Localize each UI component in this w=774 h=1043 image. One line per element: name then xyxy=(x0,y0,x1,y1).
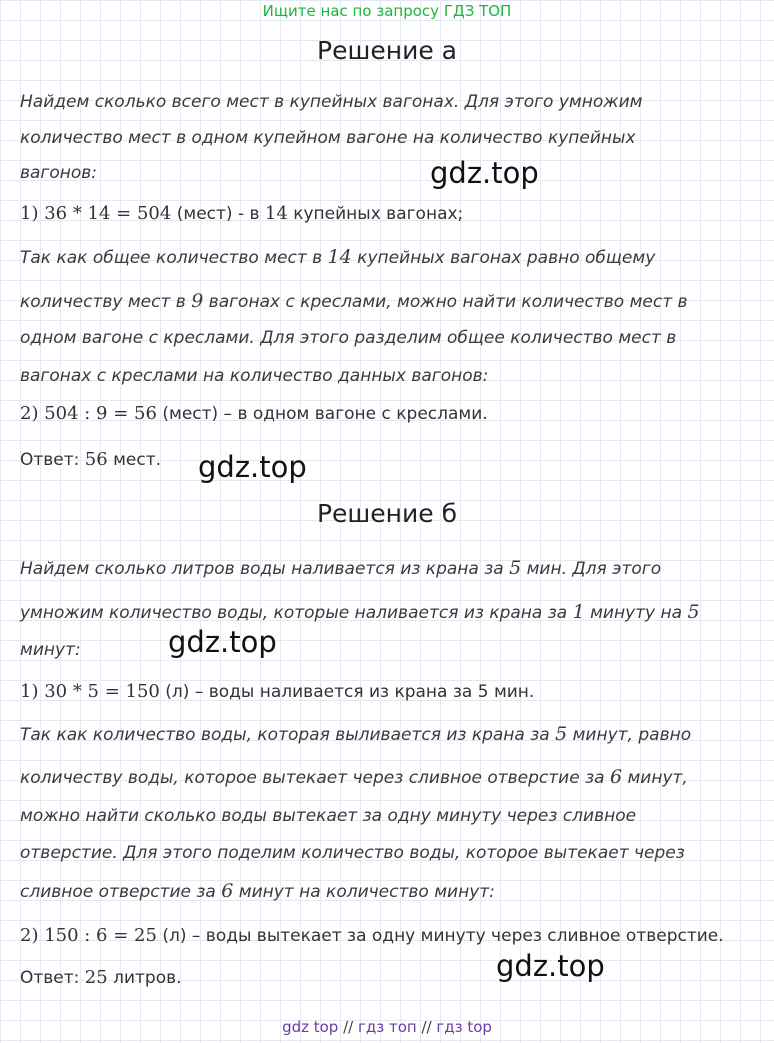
a-step2: 2) 504 : 9 = 56 (мест) – в одном вагоне с креслами. xyxy=(20,403,488,424)
a-para2-line1: Так как общее количество мест в 14 купейных вагонах равно общему xyxy=(20,246,656,268)
b-step2-expr: 2) 150 : 6 = 25 xyxy=(20,925,157,946)
b-line1: Найдем сколько литров воды наливается из крана за 5 мин. Для этого xyxy=(20,557,662,579)
a-answer: Ответ: 56 мест. xyxy=(20,449,162,470)
b-step1-expr: 1) 30 * 5 = 150 xyxy=(20,681,160,702)
footer-separator: // xyxy=(416,1018,437,1036)
a-step2-expr: 2) 504 : 9 = 56 xyxy=(20,403,157,424)
a-para2-line2: количеству мест в 9 вагонах с креслами, можно найти количество мест в xyxy=(20,290,688,312)
a-intro-line3: вагонов: xyxy=(20,163,98,183)
watermark: gdz.top xyxy=(430,156,539,190)
a-step1-expr: 1) 36 * 14 = 504 xyxy=(20,203,172,224)
footer-links xyxy=(0,1018,774,1036)
footer-separator: // xyxy=(338,1018,358,1036)
a-intro-line1: Найдем сколько всего мест в купейных вагонах. Для этого умножим xyxy=(20,92,643,112)
watermark: gdz.top xyxy=(198,450,307,484)
footer-link-gdz-top[interactable]: gdz top xyxy=(282,1018,339,1036)
b-para2-line2: количеству воды, которое вытекает через сливное отверстие за 6 минут, xyxy=(20,766,688,788)
b-line3: минут: xyxy=(20,640,81,660)
b-para2-line1: Так как количество воды, которая выливается из крана за 5 минут, равно xyxy=(20,723,692,745)
a-step1: 1) 36 * 14 = 504 (мест) - в 14 купейных вагонах; xyxy=(20,203,464,224)
footer-link-gdz-top-mixed[interactable]: гдз top xyxy=(436,1018,492,1036)
footer-link-gdz-top-ru[interactable]: гдз топ xyxy=(357,1018,417,1036)
b-para2-line4: отверстие. Для этого поделим количество воды, которое вытекает через xyxy=(20,843,685,863)
b-step2: 2) 150 : 6 = 25 (л) – воды вытекает за одну минуту через сливное отверстие. xyxy=(20,925,724,946)
solution-b-title: Решение б xyxy=(316,499,458,528)
top-banner-link[interactable]: Ищите нас по запросу ГДЗ ТОП xyxy=(262,2,512,20)
b-line2: умножим количество воды, которые наливается из крана за 1 минуту на 5 xyxy=(20,601,700,623)
a-para2-line4: вагонах с креслами на количество данных вагонов: xyxy=(20,366,489,386)
b-para2-line5: сливное отверстие за 6 минут на количество минут: xyxy=(20,880,495,902)
a-intro-line2: количество мест в одном купейном вагоне на количество купейных xyxy=(20,128,636,148)
solution-a-title: Решение а xyxy=(317,36,457,65)
watermark: gdz.top xyxy=(168,625,277,659)
a-para2-line3: одном вагоне с креслами. Для этого разделим общее количество мест в xyxy=(20,328,677,348)
b-para2-line3: можно найти сколько воды вытекает за одну минуту через сливное xyxy=(20,806,637,826)
b-step1: 1) 30 * 5 = 150 (л) – воды наливается из крана за 5 мин. xyxy=(20,681,535,702)
b-answer: Ответ: 25 литров. xyxy=(20,967,182,988)
watermark: gdz.top xyxy=(496,949,605,983)
